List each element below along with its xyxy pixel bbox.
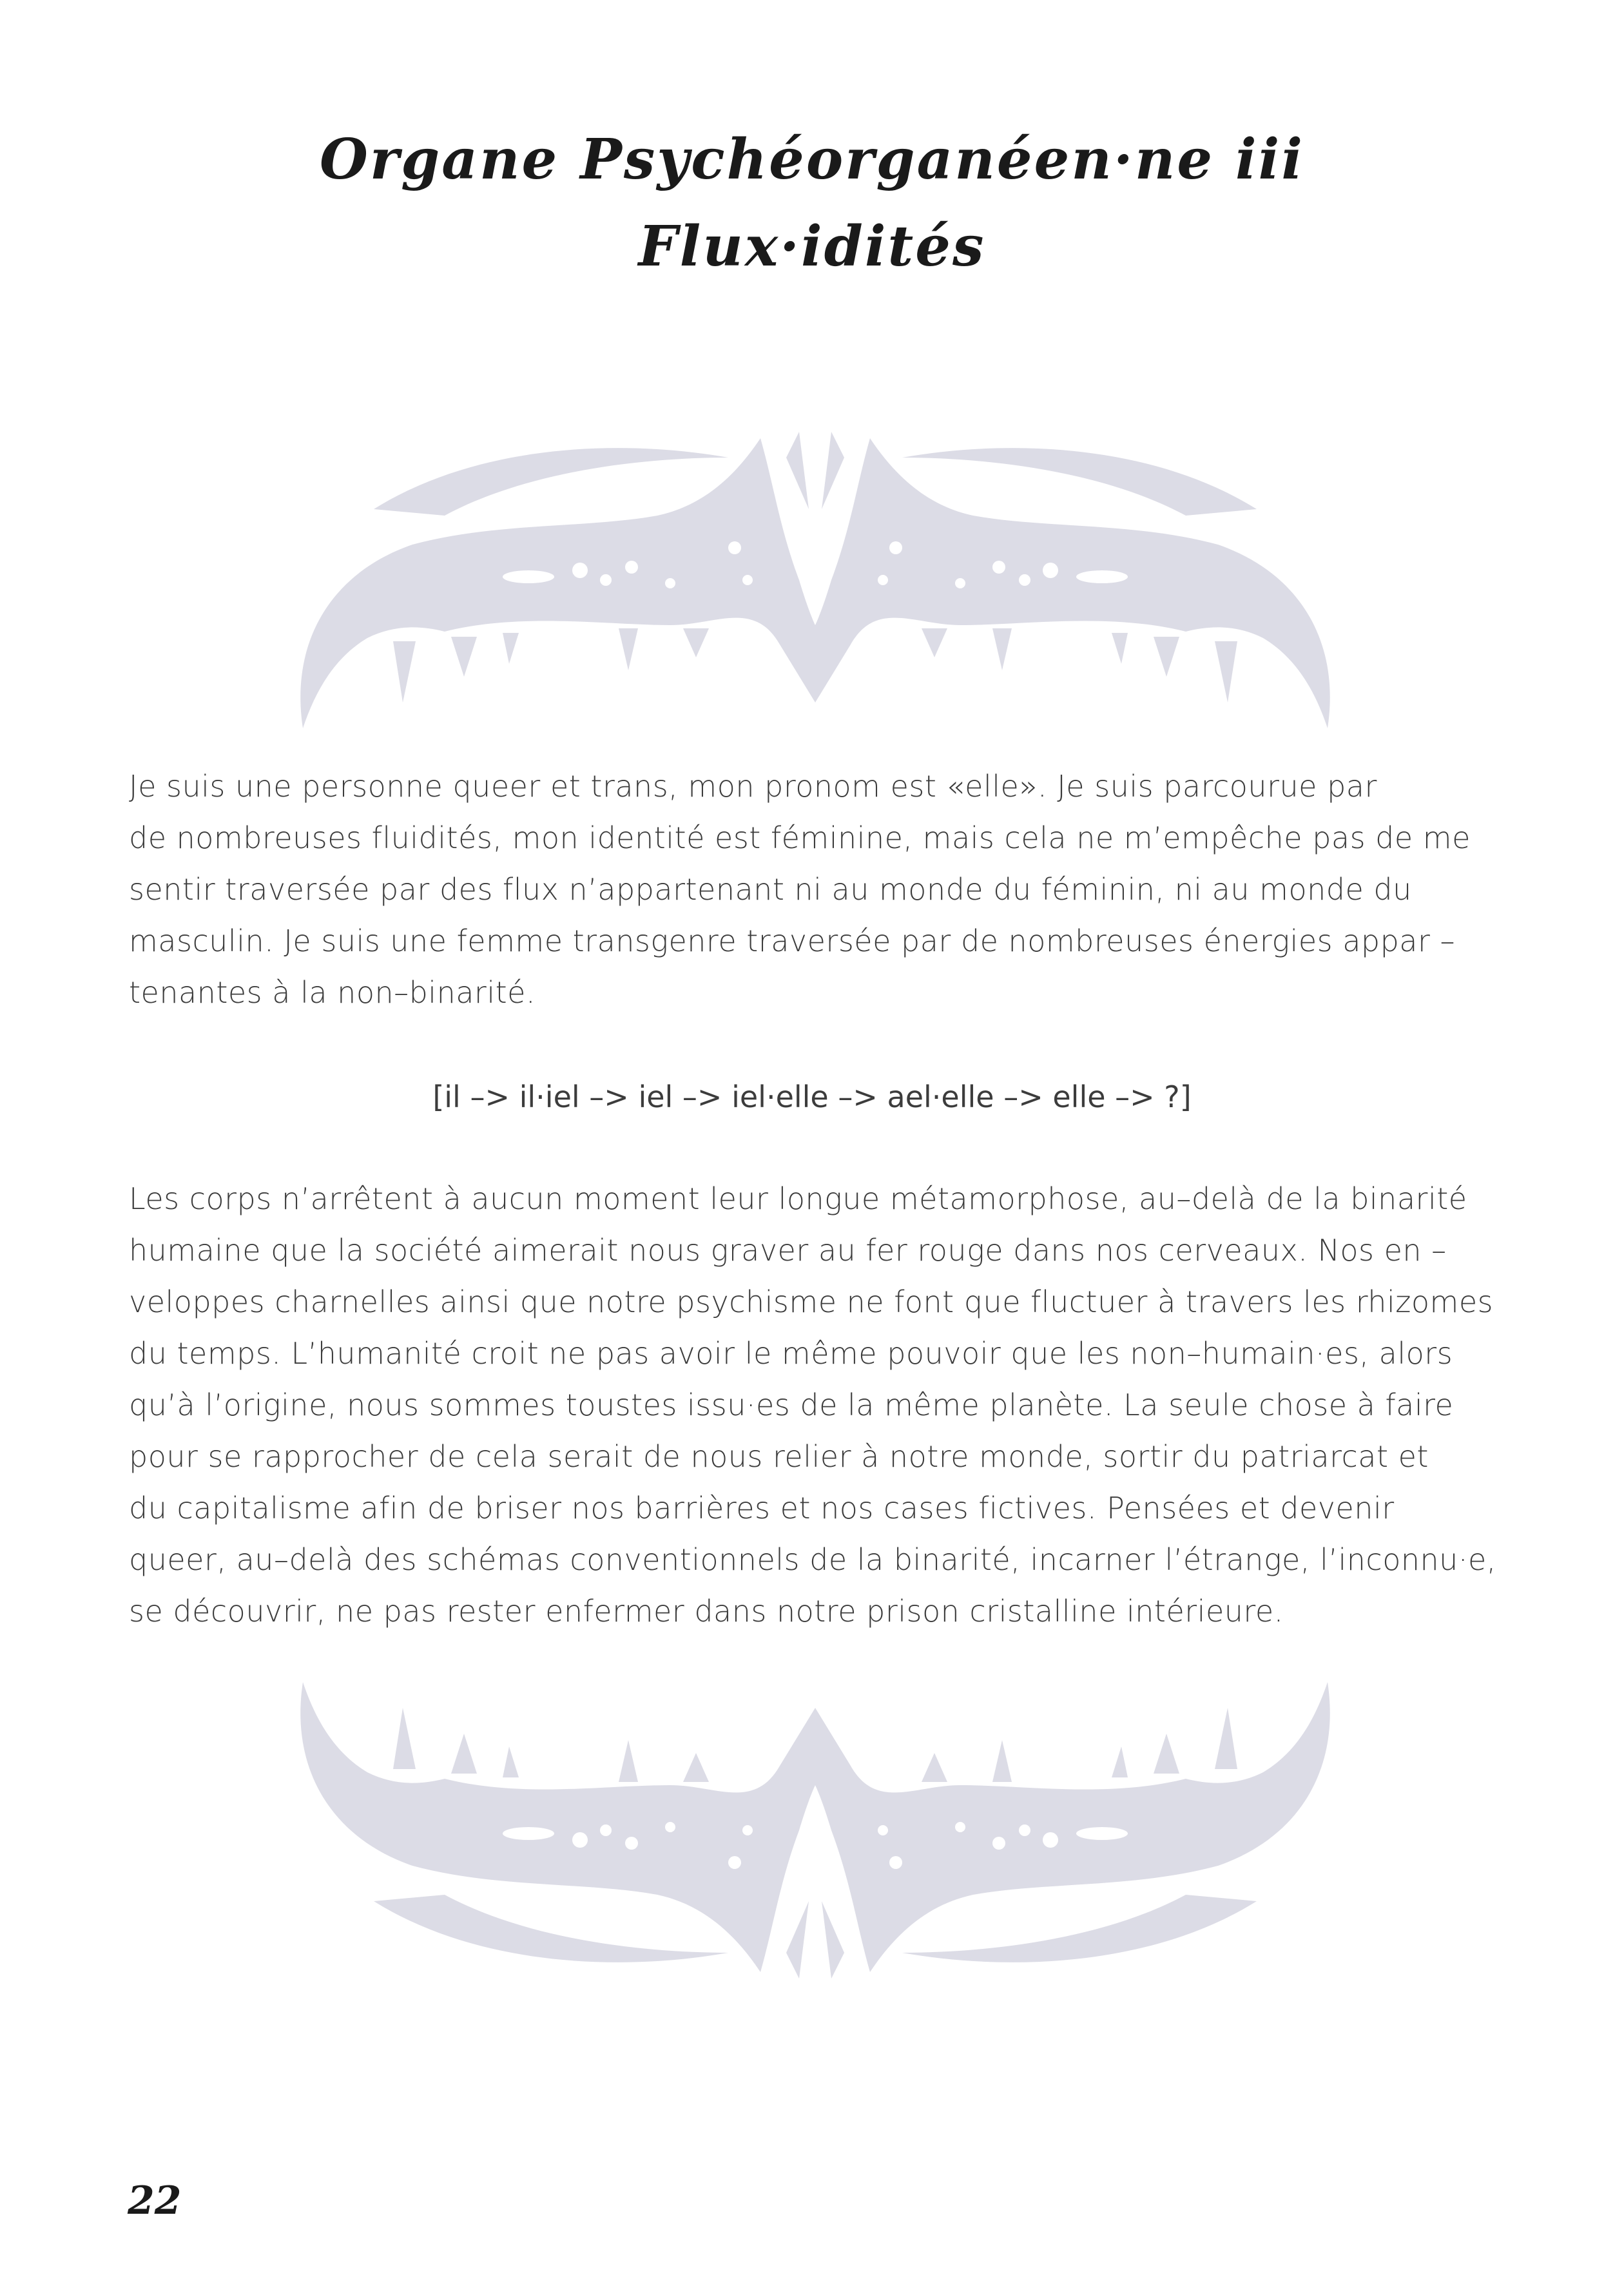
paragraph-line: masculin. Je suis une femme transgenre traversée par de nombreuses énergies appar – xyxy=(129,924,1456,958)
paragraph-line: se découvrir, ne pas rester enfermer dans notre prison cristalline intérieure. xyxy=(129,1594,1284,1629)
title-line-1: Organe Psychéorganéen·ne iii xyxy=(319,127,1305,192)
paragraph-line: sentir traversée par des flux n’appartenant ni au monde du féminin, ni au monde du xyxy=(129,872,1412,907)
paragraph-line: du temps. L’humanité croit ne pas avoir le même pouvoir que les non–humain·es, alors xyxy=(129,1336,1453,1371)
paragraph-1 xyxy=(129,760,1508,1018)
paragraph-line: qu’à l’origine, nous sommes toustes issu·es de la même planète. La seule chose à faire xyxy=(129,1388,1454,1422)
ornament-bottom-icon xyxy=(284,1676,1347,1979)
paragraph-line: pour se rapprocher de cela serait de nous relier à notre monde, sortir du patriarcat et xyxy=(129,1439,1429,1474)
ornament-top-icon xyxy=(284,432,1347,735)
paragraph-line: veloppes charnelles ainsi que notre psychisme ne font que fluctuer à travers les rhizomes xyxy=(129,1284,1494,1319)
paragraph-line: queer, au–delà des schémas conventionnels de la binarité, incarner l’étrange, l’inconnu·e, xyxy=(129,1542,1496,1577)
paragraph-line: Je suis une personne queer et trans, mon pronom est «elle». Je suis parcourue par xyxy=(129,769,1377,804)
pronoun-sequence: [il –> il·iel –> iel –> iel·elle –> ael·elle –> elle –> ?] xyxy=(432,1079,1192,1114)
paragraph-line: tenantes à la non–binarité. xyxy=(129,975,536,1010)
paragraph-2 xyxy=(129,1173,1508,1637)
paragraph-line: du capitalisme afin de briser nos barrières et nos cases fictives. Pensées et devenir xyxy=(129,1491,1395,1525)
paragraph-line: humaine que la société aimerait nous graver au fer rouge dans nos cerveaux. Nos en – xyxy=(129,1233,1447,1268)
title-line-2: Flux·idités xyxy=(638,214,986,279)
page-number: 22 xyxy=(128,2178,182,2223)
paragraph-line: Les corps n’arrêtent à aucun moment leur longue métamorphose, au–delà de la binarité xyxy=(129,1181,1467,1216)
page-title xyxy=(0,116,1624,290)
paragraph-line: de nombreuses fluidités, mon identité est féminine, mais cela ne m’empêche pas de me xyxy=(129,820,1471,855)
